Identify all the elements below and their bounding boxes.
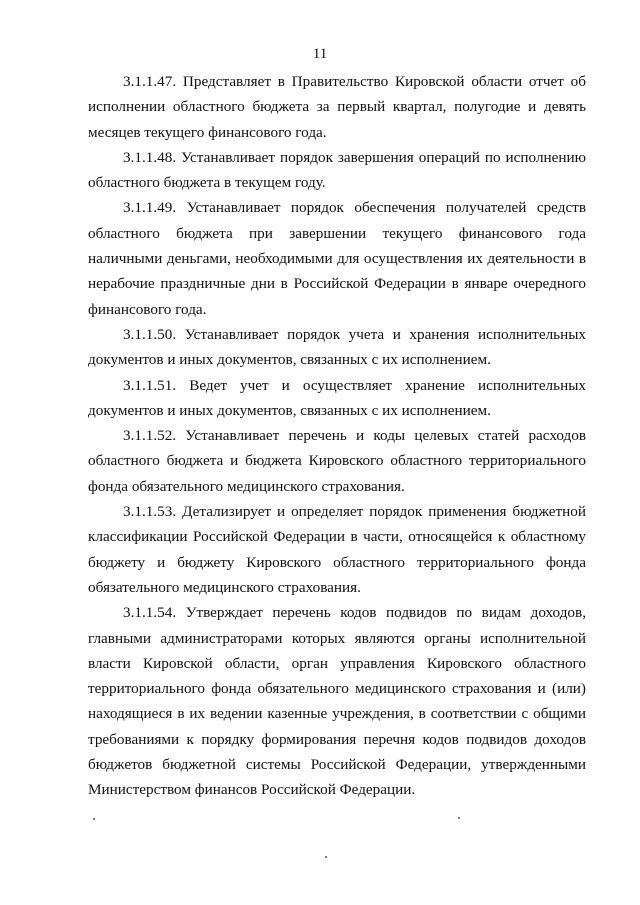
paragraph-3-1-1-54: 3.1.1.54. Утверждает перечень кодов подвидов по видам доходов, главными администраторами которых являются органы исполнительной власти Кировской области, орган управления Кировского областного территориального фонда обязательного медицинского страхования и (или) находящиеся в их ведении казенные учреждения, в соответствии с общими требованиями к порядку формирования перечня кодов подвидов доходов бюджетов бюджетной системы Российской Федерации, утвержденными Министерством финансов Российской Федерации. bbox=[88, 604, 586, 799]
document-body bbox=[88, 69, 586, 803]
scan-speck bbox=[458, 817, 460, 819]
paragraph-3-1-1-47: 3.1.1.47. Представляет в Правительство Кировской области отчет об исполнении областного бюджета за первый квартал, полугодие и девять месяцев текущего финансового года. bbox=[88, 73, 586, 141]
scan-speck bbox=[93, 818, 95, 820]
page-number: 11 bbox=[312, 46, 328, 62]
paragraph-3-1-1-52: 3.1.1.52. Устанавливает перечень и коды целевых статей расходов областного бюджета и бюджета Кировского областного территориального фонда обязательного медицинского страхования. bbox=[88, 427, 586, 495]
paragraph-3-1-1-53: 3.1.1.53. Детализирует и определяет порядок применения бюджетной классификации Российской Федерации в части, относящейся к областному бюджету и бюджету Кировского областного территориального фонда обязательного медицинского страхования. bbox=[88, 503, 586, 596]
paragraph-3-1-1-50: 3.1.1.50. Устанавливает порядок учета и хранения исполнительных документов и иных документов, связанных с их исполнением. bbox=[88, 325, 586, 369]
paragraph-3-1-1-49: 3.1.1.49. Устанавливает порядок обеспечения получателей средств областного бюджета при завершении текущего финансового года наличными деньгами, необходимыми для осуществления их деятельности в нерабочие праздничные дни в Российской Федерации в январе очередного финансового года. bbox=[88, 199, 586, 318]
paragraph-3-1-1-51: 3.1.1.51. Ведет учет и осуществляет хранение исполнительных документов и иных документов, связанных с их исполнением. bbox=[88, 376, 586, 419]
paragraph-3-1-1-48: 3.1.1.48. Устанавливает порядок завершения операций по исполнению областного бюджета в текущем году. bbox=[88, 148, 586, 192]
scan-speck bbox=[325, 856, 327, 858]
